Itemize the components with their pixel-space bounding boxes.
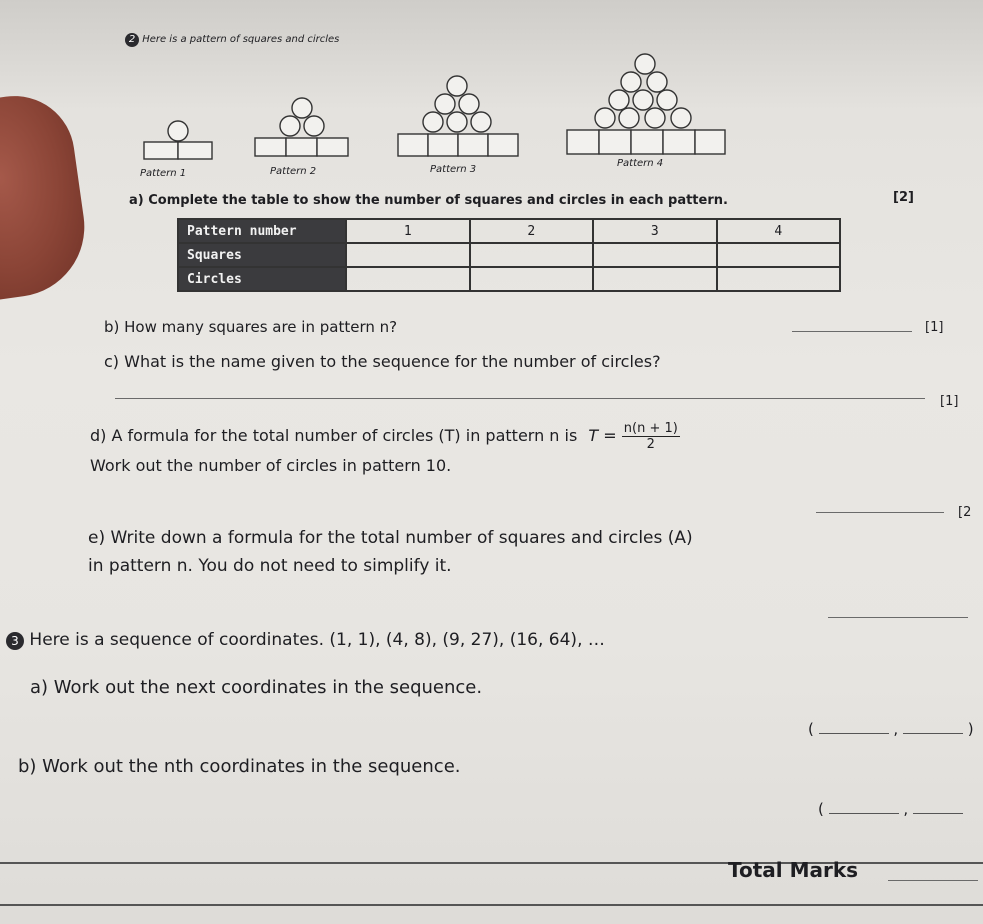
q2b-marks: [1] xyxy=(925,320,944,335)
table-row-label-circles: Circles xyxy=(178,267,346,291)
table-header-label: Pattern number xyxy=(178,219,346,243)
q2e-answer-line[interactable] xyxy=(828,617,968,618)
q2d-answer-line[interactable] xyxy=(816,512,944,513)
patterns-figure-left xyxy=(130,50,530,180)
pattern-1-label: Pattern 1 xyxy=(140,168,187,179)
q2c-text: c) What is the name given to the sequence for the number of circles? xyxy=(104,352,661,371)
q2d-formula-fraction: $\frac{n(n + 1)}{2}$ xyxy=(623,421,678,452)
q2b-text: b) How many squares are in pattern n? xyxy=(104,318,398,336)
pattern-3-figure xyxy=(398,76,518,156)
pattern-2-label: Pattern 2 xyxy=(270,166,317,177)
circles-cell-4[interactable] xyxy=(717,267,841,291)
table-row xyxy=(178,219,840,243)
q2d-formula-lhs: T = xyxy=(588,426,617,445)
q2d-text2: Work out the number of circles in pattern 10. xyxy=(90,456,452,475)
table-column-header: 1 xyxy=(346,219,470,243)
table-column-header: 4 xyxy=(717,219,841,243)
q2d-marks: [2 xyxy=(958,505,972,520)
q2a-marks: [2] xyxy=(893,190,914,205)
q2e-text: e) Write down a formula for the total number of squares and circles (A) xyxy=(88,528,693,548)
q2b-answer-line[interactable] xyxy=(792,331,912,332)
table-row xyxy=(178,267,840,291)
q2d-text: d) A formula for the total number of circles (T) in pattern n is T = $\frac{n(n + 1)}{2}$ xyxy=(90,421,678,452)
pattern-4-figure xyxy=(565,50,735,160)
q2e-text2: in pattern n. You do not need to simplify it. xyxy=(88,556,452,576)
circles-cell-3[interactable] xyxy=(593,267,717,291)
q3a-answer[interactable]: ( , ) xyxy=(808,720,974,738)
pattern-4-label: Pattern 4 xyxy=(617,158,664,169)
q3b-answer[interactable]: ( , xyxy=(818,800,963,818)
total-marks-label: Total Marks xyxy=(728,858,859,882)
q2c-marks: [1] xyxy=(940,394,959,409)
thumb-photo-artifact xyxy=(0,88,93,301)
pattern-table xyxy=(177,218,841,292)
squares-cell-3[interactable] xyxy=(593,243,717,267)
table-row xyxy=(178,243,840,267)
circles-cell-1[interactable] xyxy=(346,267,470,291)
table-column-header: 3 xyxy=(593,219,717,243)
pattern-2-figure xyxy=(255,98,348,156)
total-marks-answer-line[interactable] xyxy=(888,880,978,881)
pattern-1-figure xyxy=(144,121,212,159)
q3-number-badge: 3 xyxy=(6,632,24,650)
q3a-text: a) Work out the next coordinates in the sequence. xyxy=(30,677,483,698)
q2-number-badge: 2 xyxy=(125,33,139,47)
squares-cell-4[interactable] xyxy=(717,243,841,267)
q3b-text: b) Work out the nth coordinates in the sequence. xyxy=(18,756,461,777)
squares-cell-1[interactable] xyxy=(346,243,470,267)
squares-cell-2[interactable] xyxy=(470,243,594,267)
q2c-answer-line[interactable] xyxy=(115,398,925,399)
table-column-header: 2 xyxy=(470,219,594,243)
q2-intro: 2 Here is a pattern of squares and circles xyxy=(125,33,339,47)
q2a-text: a) Complete the table to show the number of squares and circles in each pattern. xyxy=(129,193,728,208)
circles-cell-2[interactable] xyxy=(470,267,594,291)
table-row-label-squares: Squares xyxy=(178,243,346,267)
q3-intro: 3 Here is a sequence of coordinates. (1, 1), (4, 8), (9, 27), (16, 64), … xyxy=(6,630,605,650)
pattern-3-label: Pattern 3 xyxy=(430,164,477,175)
